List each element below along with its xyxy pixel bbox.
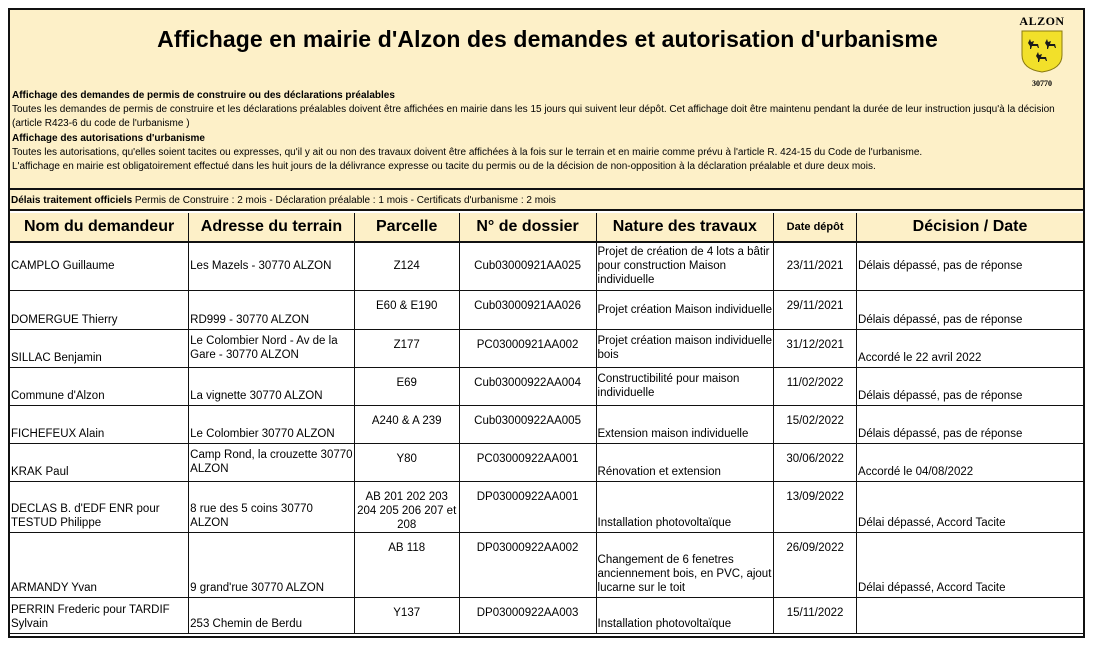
cell-decision: Délais dépassé, pas de réponse bbox=[857, 367, 1083, 405]
intro-paragraph-autorisations-1: Toutes les autorisations, qu'elles soient tacites ou expresses, qu'il y ait ou non des travaux doivent être affichées à la fois sur le terrain et en mairie comme prévu à l'article R. 424-15 du Code de l'urbanisme. bbox=[12, 146, 923, 158]
cell-decision: Délai dépassé, Accord Tacite bbox=[857, 481, 1083, 532]
column-header-adresse: Adresse du terrain bbox=[189, 213, 355, 242]
cell-adresse: Le Colombier Nord - Av de la Gare - 30770 ALZON bbox=[189, 329, 355, 367]
processing-times-text: Permis de Construire : 2 mois - Déclaration préalable : 1 mois - Certificats d'urbanisme : 2 mois bbox=[132, 195, 556, 206]
page-title: Affichage en mairie d'Alzon des demandes et autorisation d'urbanisme bbox=[157, 26, 938, 52]
cell-adresse: Les Mazels - 30770 ALZON bbox=[189, 242, 355, 290]
applications-table bbox=[10, 213, 1083, 634]
cell-date: 31/12/2021 bbox=[774, 329, 857, 367]
table-row bbox=[10, 597, 1083, 633]
cell-nom: DOMERGUE Thierry bbox=[10, 290, 189, 329]
cell-dossier: DP03000922AA001 bbox=[459, 481, 596, 532]
cell-nature: Projet création maison individuelle bois bbox=[596, 329, 774, 367]
cell-nature: Constructibilité pour maison individuelle bbox=[596, 367, 774, 405]
cell-nom: Commune d'Alzon bbox=[10, 367, 189, 405]
table-row bbox=[10, 532, 1083, 597]
cell-nom: FICHEFEUX Alain bbox=[10, 405, 189, 443]
cell-nom: CAMPLO Guillaume bbox=[10, 242, 189, 290]
cell-nature: Changement de 6 fenetres anciennement bois, en PVC, ajout lucarne sur le toit bbox=[596, 532, 774, 597]
cell-decision bbox=[857, 597, 1083, 633]
cell-dossier: PC03000922AA001 bbox=[459, 443, 596, 481]
logo-postal-code: 30770 bbox=[1032, 79, 1052, 88]
cell-nom: ARMANDY Yvan bbox=[10, 532, 189, 597]
cell-adresse: 253 Chemin de Berdu bbox=[189, 597, 355, 633]
table-row bbox=[10, 481, 1083, 532]
cell-dossier: Cub03000921AA026 bbox=[459, 290, 596, 329]
cell-nature: Rénovation et extension bbox=[596, 443, 774, 481]
intro-heading-autorisations: Affichage des autorisations d'urbanisme bbox=[12, 132, 205, 144]
cell-dossier: Cub03000921AA025 bbox=[459, 242, 596, 290]
cell-date: 15/02/2022 bbox=[774, 405, 857, 443]
cell-nom: KRAK Paul bbox=[10, 443, 189, 481]
cell-date: 23/11/2021 bbox=[774, 242, 857, 290]
cell-nom: DECLAS B. d'EDF ENR pour TESTUD Philippe bbox=[10, 481, 189, 532]
cell-nom: PERRIN Frederic pour TARDIF Sylvain bbox=[10, 597, 189, 633]
cell-adresse: La vignette 30770 ALZON bbox=[189, 367, 355, 405]
processing-times-bar bbox=[10, 190, 1083, 211]
table-row bbox=[10, 367, 1083, 405]
cell-dossier: DP03000922AA003 bbox=[459, 597, 596, 633]
cell-nature: Projet création Maison individuelle bbox=[596, 290, 774, 329]
cell-parcelle: Y137 bbox=[354, 597, 459, 633]
alzon-coat-of-arms bbox=[1010, 14, 1074, 88]
column-header-nature: Nature des travaux bbox=[596, 213, 774, 242]
table-row bbox=[10, 242, 1083, 290]
cell-dossier: DP03000922AA002 bbox=[459, 532, 596, 597]
header-panel bbox=[10, 10, 1083, 190]
processing-times-label: Délais traitement officiels bbox=[11, 195, 133, 206]
cell-nature: Installation photovoltaïque bbox=[596, 597, 774, 633]
cell-parcelle: Y80 bbox=[354, 443, 459, 481]
cell-decision: Délais dépassé, pas de réponse bbox=[857, 242, 1083, 290]
cell-adresse: RD999 - 30770 ALZON bbox=[189, 290, 355, 329]
cell-parcelle: AB 201 202 203 204 205 206 207 et 208 bbox=[354, 481, 459, 532]
intro-paragraph-demandes: Toutes les demandes de permis de construire et les déclarations préalables doivent être affichées en mairie dans les 15 jours qui suivent leur dépôt. Cet affichage doit être maintenu pendant la durée de leur instruction jusqu'à la décision (article R423-6 du code de l'urbanisme ) bbox=[12, 104, 1055, 130]
cell-parcelle: Z124 bbox=[354, 242, 459, 290]
shield-icon bbox=[1018, 29, 1066, 73]
cell-parcelle: E69 bbox=[354, 367, 459, 405]
column-header-parcelle: Parcelle bbox=[354, 213, 459, 242]
cell-decision: Délais dépassé, pas de réponse bbox=[857, 290, 1083, 329]
column-header-date: Date dépôt bbox=[774, 213, 857, 242]
cell-adresse: Le Colombier 30770 ALZON bbox=[189, 405, 355, 443]
cell-adresse: Camp Rond, la crouzette 30770 ALZON bbox=[189, 443, 355, 481]
cell-dossier: Cub03000922AA005 bbox=[459, 405, 596, 443]
logo-name: ALZON bbox=[1019, 14, 1065, 28]
cell-adresse: 8 rue des 5 coins 30770 ALZON bbox=[189, 481, 355, 532]
table-header-row bbox=[10, 213, 1083, 242]
cell-parcelle: E60 & E190 bbox=[354, 290, 459, 329]
cell-date: 15/11/2022 bbox=[774, 597, 857, 633]
cell-parcelle: Z177 bbox=[354, 329, 459, 367]
document-frame bbox=[8, 8, 1085, 638]
intro-paragraph-autorisations-2: L'affichage en mairie est obligatoirement effectué dans les huit jours de la délivrance expresse ou tacite du permis ou de la décision de non-opposition à la déclaration préalable et dure deux mois. bbox=[12, 161, 876, 173]
table-row bbox=[10, 329, 1083, 367]
cell-date: 26/09/2022 bbox=[774, 532, 857, 597]
column-header-dossier: N° de dossier bbox=[459, 213, 596, 242]
cell-dossier: PC03000921AA002 bbox=[459, 329, 596, 367]
intro-heading-demandes: Affichage des demandes de permis de construire ou des déclarations préalables bbox=[12, 90, 395, 101]
cell-parcelle: AB 118 bbox=[354, 532, 459, 597]
cell-nature: Projet de création de 4 lots a bâtir pour construction Maison individuelle bbox=[596, 242, 774, 290]
table-row bbox=[10, 443, 1083, 481]
cell-dossier: Cub03000922AA004 bbox=[459, 367, 596, 405]
column-header-decision: Décision / Date bbox=[857, 213, 1083, 242]
cell-adresse: 9 grand'rue 30770 ALZON bbox=[189, 532, 355, 597]
cell-decision: Délai dépassé, Accord Tacite bbox=[857, 532, 1083, 597]
cell-decision: Accordé le 22 avril 2022 bbox=[857, 329, 1083, 367]
cell-parcelle: A240 & A 239 bbox=[354, 405, 459, 443]
cell-nom: SILLAC Benjamin bbox=[10, 329, 189, 367]
cell-date: 13/09/2022 bbox=[774, 481, 857, 532]
table-row bbox=[10, 290, 1083, 329]
cell-date: 30/06/2022 bbox=[774, 443, 857, 481]
cell-date: 11/02/2022 bbox=[774, 367, 857, 405]
table-row bbox=[10, 405, 1083, 443]
cell-nature: Installation photovoltaïque bbox=[596, 481, 774, 532]
cell-decision: Délais dépassé, pas de réponse bbox=[857, 405, 1083, 443]
cell-nature: Extension maison individuelle bbox=[596, 405, 774, 443]
cell-date: 29/11/2021 bbox=[774, 290, 857, 329]
cell-decision: Accordé le 04/08/2022 bbox=[857, 443, 1083, 481]
intro-text bbox=[12, 89, 1080, 174]
column-header-nom: Nom du demandeur bbox=[10, 213, 189, 242]
